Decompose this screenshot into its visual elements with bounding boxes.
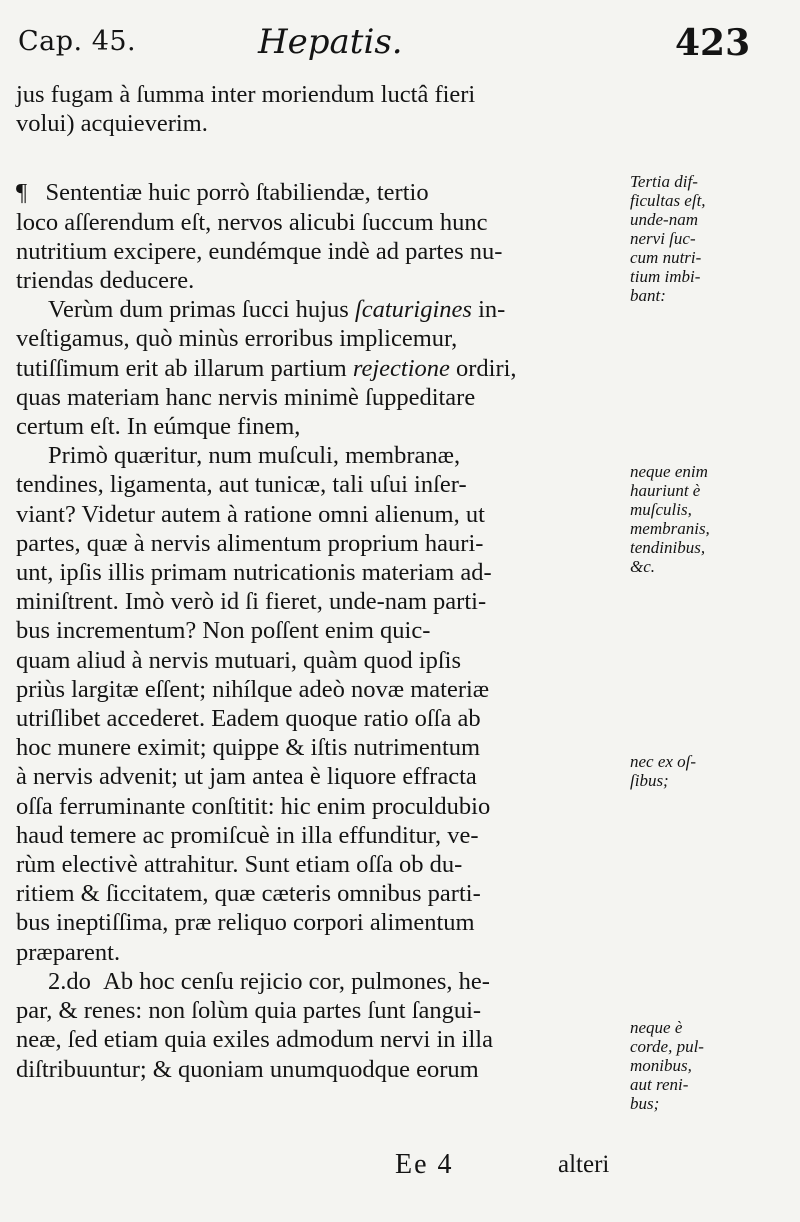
text-line: à nervis advenit; ut jam antea è liquore effracta xyxy=(16,763,477,791)
text-line: par, & renes: non ſolùm quia partes ſunt ſangui- xyxy=(16,997,482,1025)
note-line: tium imbi- xyxy=(630,267,701,286)
text-line: partes, quæ à nervis alimentum proprium hauri- xyxy=(16,529,484,557)
note-line: tendinibus, xyxy=(630,538,706,557)
margin-note-2 xyxy=(630,462,795,576)
catchword: alteri xyxy=(558,1151,610,1178)
paragraph-4 xyxy=(16,441,628,967)
signature-mark: Ee 4 xyxy=(395,1149,454,1180)
text-line: certum eſt. In eúmque finem, xyxy=(16,413,301,441)
note-line: nervi ſuc- xyxy=(630,229,696,248)
paragraph-5 xyxy=(16,967,628,1084)
text-line: quas materiam hanc nervis minimè ſuppeditare xyxy=(16,383,476,411)
text-line: viant? Videtur autem à ratione omni alienum, ut xyxy=(16,500,485,528)
section-numeral: 2.do xyxy=(48,967,91,995)
note-line: unde-nam xyxy=(630,210,698,229)
text-line: nutritium excipere, eundémque indè ad partes nu- xyxy=(16,237,503,265)
text-line: miniſtrent. Imò verò id ſi fieret, unde-nam parti- xyxy=(16,588,487,616)
main-text xyxy=(16,80,628,1084)
text-line: bus incrementum? Non poſſent enim quic- xyxy=(16,617,431,645)
text-line: hoc munere eximit; quippe & iſtis nutrimentum xyxy=(16,734,481,762)
text-line: bus ineptiſſima, præ reliquo corpori alimentum xyxy=(16,909,475,937)
margin-note-3 xyxy=(630,752,795,790)
note-line: Tertia dif- xyxy=(630,172,698,191)
italic-term: ſcaturigines xyxy=(354,296,472,324)
running-title: Hepatis. xyxy=(258,22,403,62)
text-line: ritiem & ſiccitatem, quæ cæteris omnibus parti- xyxy=(16,880,481,908)
italic-term: rejectione xyxy=(352,354,450,382)
page-header xyxy=(0,22,800,74)
text-line: jus fugam à ſumma inter moriendum luctâ fieri xyxy=(16,81,476,108)
text-line: Primò quæritur, num muſculi, membranæ, xyxy=(48,442,461,470)
text-line: triendas deducere. xyxy=(16,267,195,295)
note-line: ficultas eſt, xyxy=(630,191,706,210)
text-line: quam aliud à nervis mutuari, quàm quod ipſis xyxy=(16,646,462,674)
note-line: bus; xyxy=(630,1094,660,1113)
text-line: volui) acquieverim. xyxy=(16,110,208,138)
margin-note-4 xyxy=(630,1018,795,1113)
text-run: ordiri, xyxy=(449,354,517,382)
text-run: Ab hoc cenſu rejicio cor, pulmones, he- xyxy=(103,967,490,995)
text-line: præparent. xyxy=(16,938,121,966)
text-run: Verùm dum primas ſucci hujus xyxy=(48,296,355,324)
chapter-label: Cap. 45. xyxy=(18,26,137,57)
margin-note-1 xyxy=(630,172,795,305)
note-line: membranis, xyxy=(630,519,710,538)
text-line: loco aſſerendum eſt, nervos alicubi ſuccum hunc xyxy=(16,208,488,236)
text-line: oſſa ferruminante conſtitit: hic enim proculdubio xyxy=(16,792,491,820)
text-line: tendines, ligamenta, aut tunicæ, tali uſui inſer- xyxy=(16,471,467,499)
text-line: rùm electivè attrahitur. Sunt etiam oſſa ob du- xyxy=(16,851,463,879)
note-line: muſculis, xyxy=(630,500,692,519)
note-line: neque enim xyxy=(630,462,708,481)
text-line: haud temere ac promiſcuè in illa effunditur, ve- xyxy=(16,821,479,849)
note-line: bant: xyxy=(630,286,666,305)
text-line xyxy=(16,178,628,207)
text-run: in- xyxy=(471,296,506,324)
note-line: nec ex oſ- xyxy=(630,752,697,771)
text-line: priùs largitæ eſſent; nihílque adeò novæ materiæ xyxy=(16,675,490,703)
text-line: diſtribuuntur; & quoniam unumquodque eorum xyxy=(16,1055,479,1083)
paragraph-2 xyxy=(16,178,628,295)
note-line: aut reni- xyxy=(630,1075,689,1094)
text-line: veſtigamus, quò minùs erroribus implicemur, xyxy=(16,325,458,353)
note-line: monibus, xyxy=(630,1056,692,1075)
text-run: Sententiæ huic porrò ſtabiliendæ, tertio xyxy=(45,179,429,207)
paragraph-1 xyxy=(16,80,628,138)
text-line xyxy=(16,354,628,383)
paragraph-3 xyxy=(16,295,628,441)
note-line: ſibus; xyxy=(630,771,669,790)
text-line: unt, ipſis illis primam nutricationis materiam ad- xyxy=(16,559,492,587)
text-line: utriſlibet accederet. Eadem quoque ratio oſſa ab xyxy=(16,705,481,733)
text-line xyxy=(16,967,628,996)
note-line: neque è xyxy=(630,1018,683,1037)
page-number: 423 xyxy=(675,22,751,64)
text-run: tutiſſimum erit ab illarum partium xyxy=(16,354,353,382)
text-line xyxy=(16,295,628,324)
note-line: corde, pul- xyxy=(630,1037,704,1056)
text-line: neæ, ſed etiam quia exiles admodum nervi in illa xyxy=(16,1026,493,1054)
note-line: &c. xyxy=(630,557,656,576)
pilcrow-mark: ¶ xyxy=(16,179,28,207)
note-line: hauriunt è xyxy=(630,481,701,500)
note-line: cum nutri- xyxy=(630,248,702,267)
